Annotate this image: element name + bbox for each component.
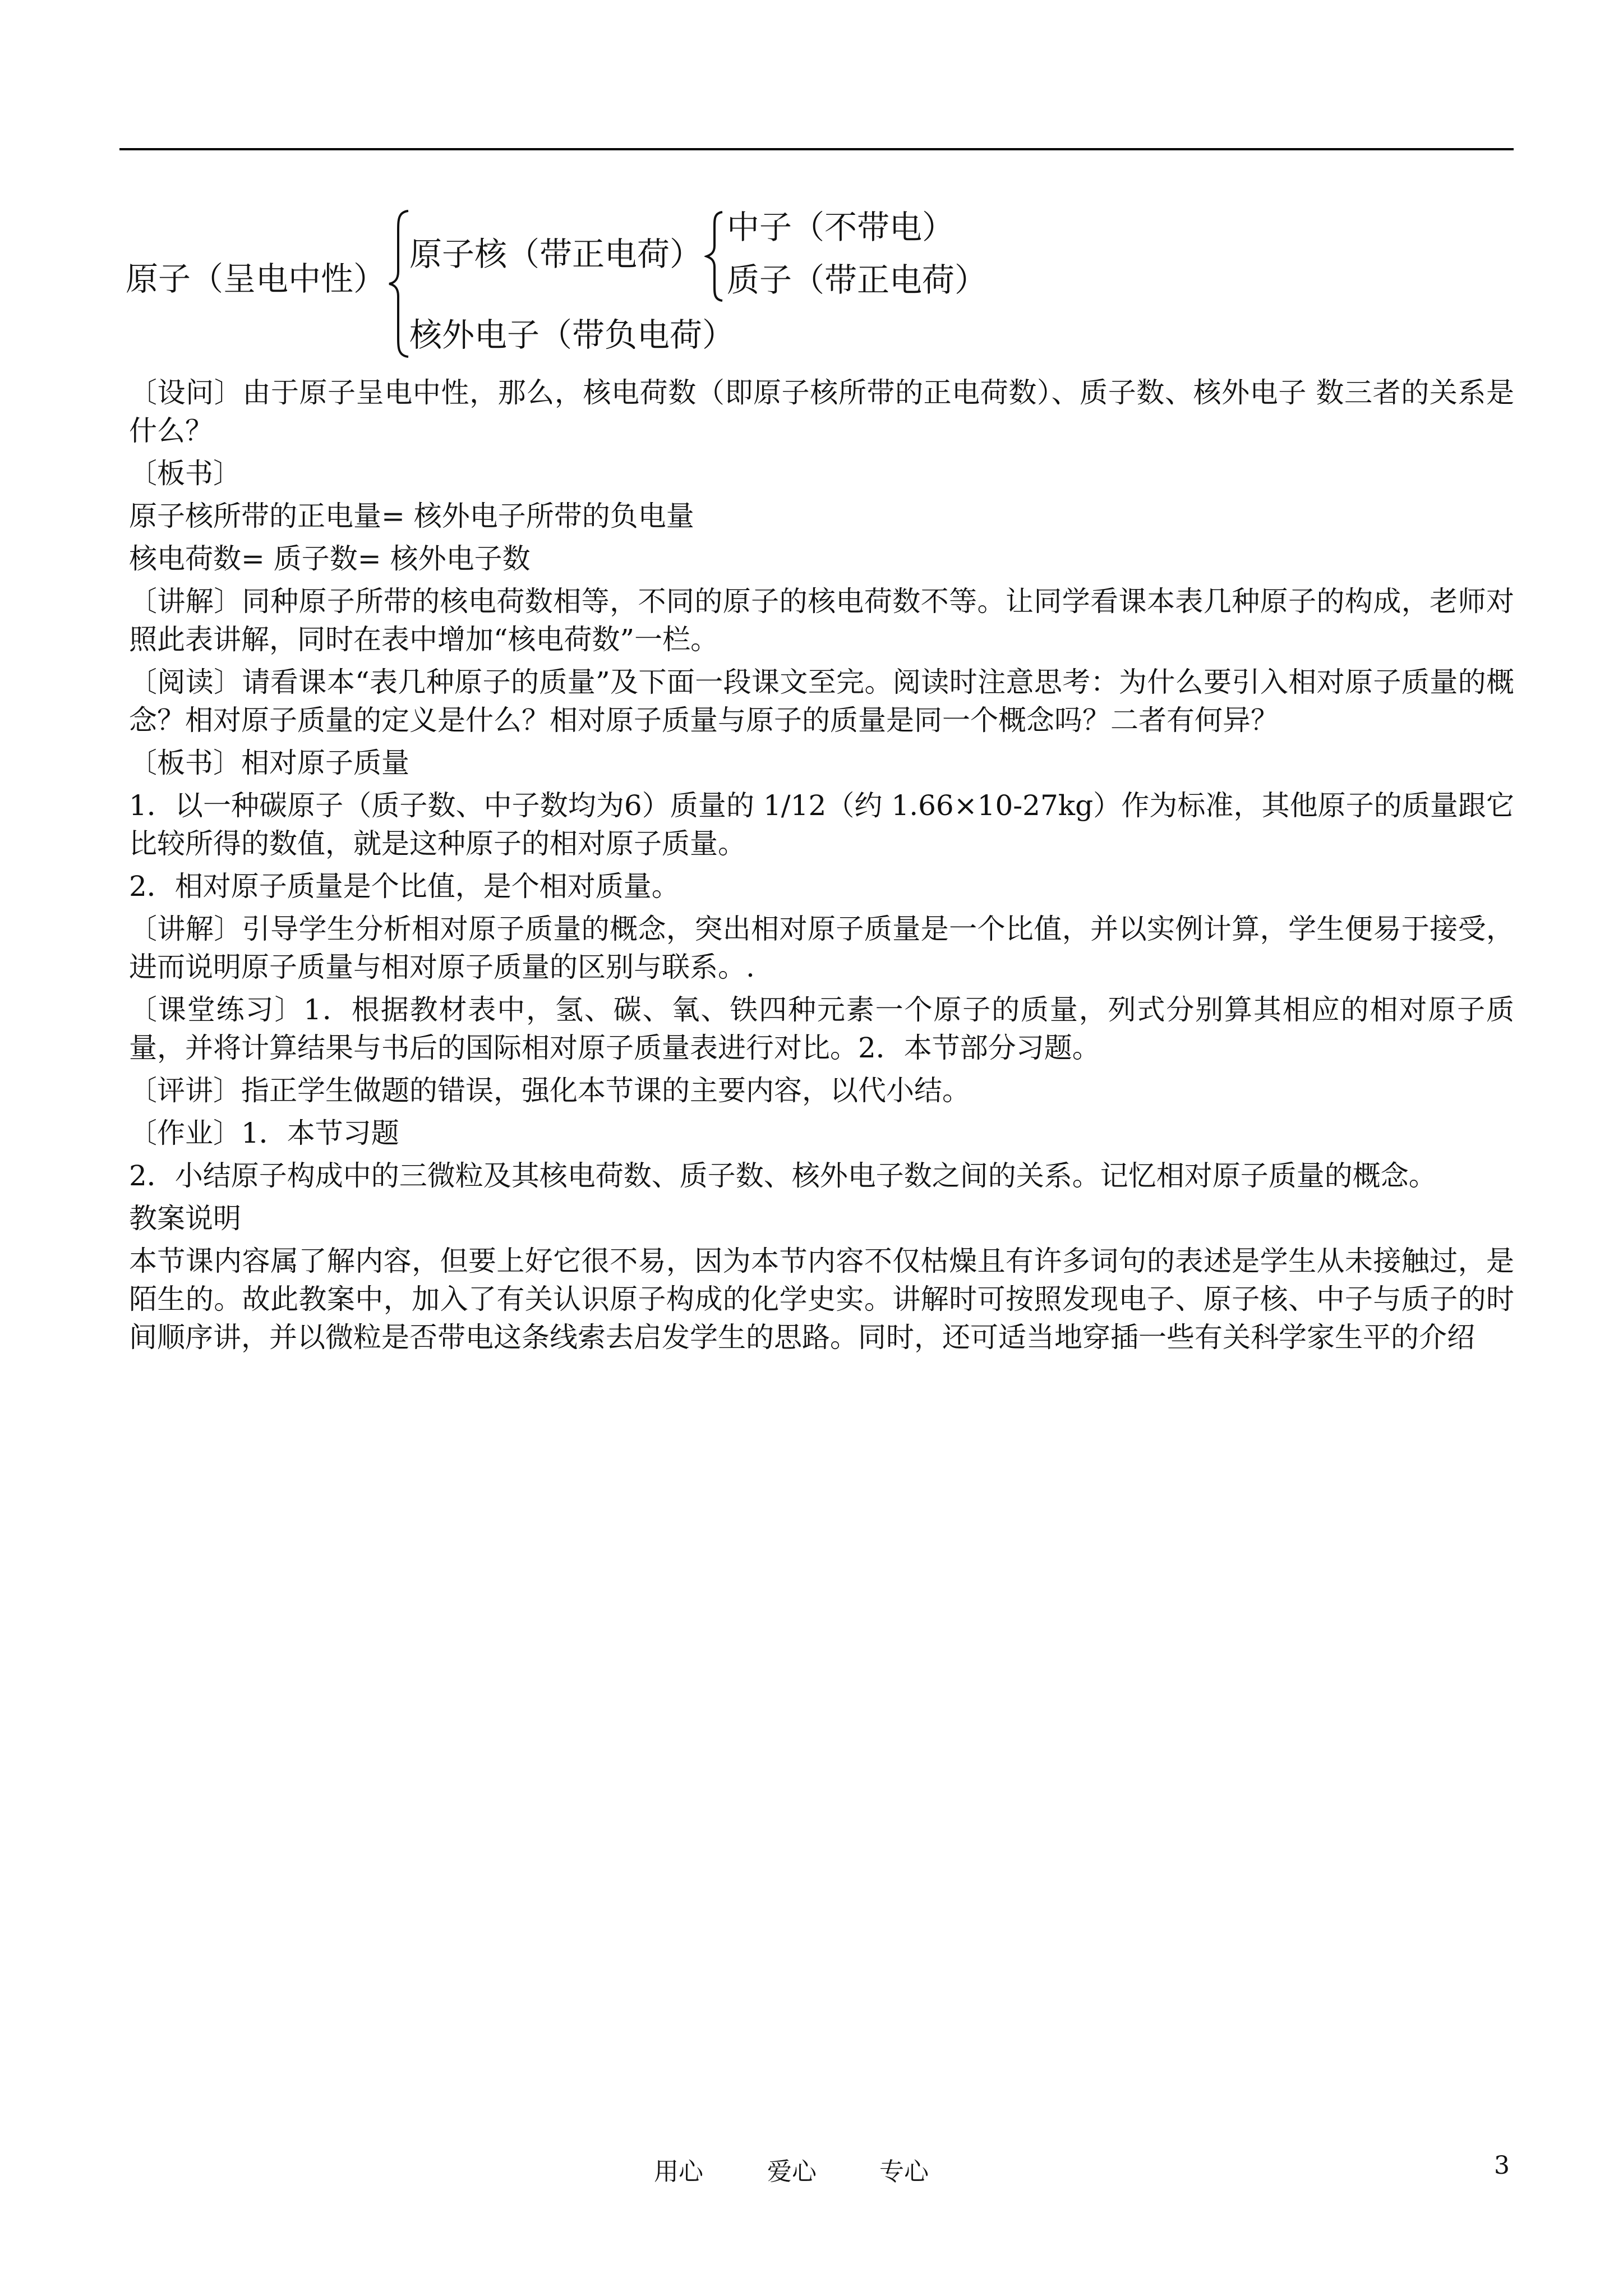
paragraph: 〔板书〕 <box>129 457 241 490</box>
paragraph: 〔讲解〕同种原子所带的核电荷数相等，不同的原子的核电荷数不等。让同学看课本表几种原子的构成，老师对照此表讲解，同时在表中增加“核电荷数”一栏。 <box>129 585 1514 656</box>
footer-motto-2: 爱心 <box>767 2157 817 2186</box>
paragraph: 2．小结原子构成中的三微粒及其核电荷数、质子数、核外电子数之间的关系。记忆相对原子质量的概念。 <box>129 1159 1437 1192</box>
right-brace <box>704 210 726 303</box>
paragraph: 2．相对原子质量是个比值，是个相对质量。 <box>129 870 680 903</box>
electron-label: 核外电子（带负电荷） <box>409 316 735 354</box>
paragraph: 1．以一种碳原子（质子数、中子数均为6）质量的 1/12（约 1.66×10-27kg）作为标准，其他原子的质量跟它比较所得的数值，就是这种原子的相对原子质量。 <box>129 789 1514 860</box>
paragraph: 〔阅读〕请看课本“表几种原子的质量”及下面一段课文至完。阅读时注意思考：为什么要引入相对原子质量的概念？相对原子质量的定义是什么？相对原子质量与原子的质量是同一个概念吗？二者有何异？ <box>129 666 1514 737</box>
paragraph: 本节课内容属了解内容，但要上好它很不易，因为本节内容不仅枯燥且有许多词句的表述是学生从未接触过，是陌生的。故此教案中，加入了有关认识原子构成的化学史实。讲解时可按照发现电子、原子核、中子与质子的时间顺序讲，并以微粒是否带电这条线索去启发学生的思路。同时，还可适当地穿插一些有关科学家生平的介绍 <box>129 1245 1514 1354</box>
paragraph: 〔板书〕相对原子质量 <box>129 747 409 779</box>
paragraph: 〔作业〕1．本节习题 <box>129 1117 399 1149</box>
footer-motto-3: 专心 <box>879 2157 929 2186</box>
page-footer <box>0 2151 1623 2185</box>
paragraph: 原子核所带的正电量= 核外电子所带的负电量 <box>129 500 694 532</box>
left-brace <box>387 209 412 359</box>
page-number: 3 <box>1494 2151 1510 2180</box>
section-heading: 教案说明 <box>129 1202 241 1235</box>
paragraph: 〔课堂练习〕1．根据教材表中，氢、碳、氧、铁四种元素一个原子的质量，列式分别算其相应的相对原子质量，并将计算结果与书后的国际相对原子质量表进行对比。2．本节部分习题。 <box>129 993 1514 1064</box>
atom-structure-diagram <box>0 0 1623 370</box>
paragraph: 〔讲解〕引导学生分析相对原子质量的概念，突出相对原子质量是一个比值，并以实例计算，学生便易于接受，进而说明原子质量与相对原子质量的区别与联系。. <box>129 913 1514 983</box>
atom-label: 原子（呈电中性） <box>126 260 386 298</box>
lesson-text <box>129 374 1514 1361</box>
nucleus-label: 原子核（带正电荷） <box>409 235 703 273</box>
paragraph: 核电荷数= 质子数= 核外电子数 <box>129 542 531 575</box>
neutron-label: 中子（不带电） <box>727 208 955 246</box>
paragraph: 〔设问〕由于原子呈电中性，那么，核电荷数（即原子核所带的正电荷数）、质子数、核外电子 数三者的关系是什么？ <box>129 376 1514 447</box>
proton-label: 质子（带正电荷） <box>727 261 988 299</box>
footer-motto-1: 用心 <box>654 2157 703 2186</box>
paragraph: 〔评讲〕指正学生做题的错误，强化本节课的主要内容，以代小结。 <box>129 1074 970 1107</box>
